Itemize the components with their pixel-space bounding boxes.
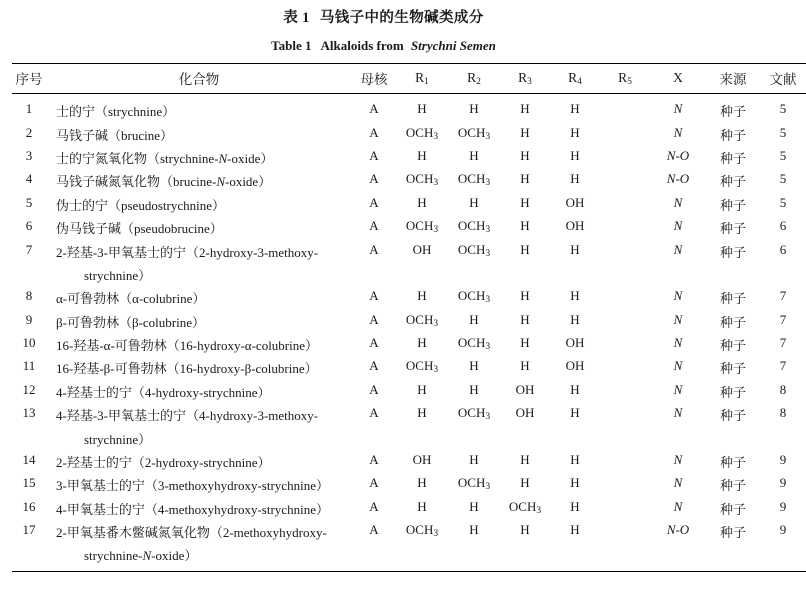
r1-subscript: 1 <box>424 76 429 87</box>
cell-reference: 5 <box>779 171 787 187</box>
cell-r3: H <box>520 124 530 140</box>
column-header-reference: 文献 <box>760 64 806 94</box>
cell-core: A <box>369 241 379 257</box>
cell-r4: OH <box>565 358 585 374</box>
cell-r2: $OCH_3$ <box>457 171 491 189</box>
cell-compound: 4-羟基-3-甲氧基士的宁（4-hydroxy-3-methoxy- <box>56 408 319 424</box>
cell-no: 14 <box>22 451 36 467</box>
cell-r3: H <box>520 148 530 163</box>
table-row <box>12 520 806 543</box>
caption-title-en-prefix: Alkaloids from <box>320 37 404 53</box>
cell-compound: 2-甲氧基番木鳖碱氮氧化物（2-methoxyhydroxy- <box>56 525 327 540</box>
table-row <box>12 380 806 403</box>
bottom-rule-line <box>12 572 806 573</box>
cell-compound: 4-甲氧基士的宁（4-methoxyhydroxy-strychnine） <box>56 501 329 517</box>
table-row <box>12 450 806 473</box>
cell-r3: H <box>520 311 530 327</box>
cell-source: 种子 <box>719 104 746 120</box>
cell-compound: 4-羟基士的宁（4-hydroxy-strychnine） <box>56 384 271 400</box>
cell-empty <box>706 426 760 449</box>
cell-empty <box>706 263 760 286</box>
cell-r2: $OCH_3$ <box>457 124 491 142</box>
column-header-no: 序号 <box>12 64 46 94</box>
cell-r2: H <box>469 522 479 537</box>
cell-empty <box>600 543 650 572</box>
cell-reference: 7 <box>779 288 787 304</box>
cell-r5 <box>600 122 650 145</box>
cell-r4: H <box>570 288 580 304</box>
cell-no: 12 <box>22 381 36 397</box>
cell-r5 <box>600 193 650 216</box>
cell-core: A <box>369 288 379 304</box>
cell-r2: H <box>469 498 479 514</box>
cell-r5 <box>600 403 650 426</box>
cell-no: 7 <box>25 241 33 257</box>
cell-compound-continuation: strychnine-N-oxide） <box>84 548 198 564</box>
cell-r4: OH <box>565 335 585 350</box>
cell-r3: H <box>520 194 530 210</box>
column-header-compound: 化合物 <box>46 64 352 94</box>
cell-compound: 马钱子碱（brucine） <box>56 127 173 143</box>
cell-x: N-O <box>666 171 690 187</box>
cell-empty <box>760 426 806 449</box>
cell-r1: H <box>417 148 427 163</box>
r3-subscript: 3 <box>527 76 532 87</box>
cell-r3: H <box>520 451 530 467</box>
cell-r2: H <box>469 358 479 374</box>
cell-core: A <box>369 451 379 467</box>
table-row <box>12 473 806 496</box>
cell-r2: $OCH_3$ <box>457 218 491 236</box>
cell-core: A <box>369 498 379 514</box>
cell-no: 10 <box>22 335 36 350</box>
r5-subscript: 5 <box>627 76 632 87</box>
column-header-r1 <box>396 64 448 94</box>
cell-empty <box>550 543 600 572</box>
cell-r3: H <box>520 241 530 257</box>
cell-r5 <box>600 146 650 169</box>
cell-reference: 7 <box>779 335 787 350</box>
cell-r4: H <box>570 475 580 491</box>
caption-number-en: Table 1 <box>271 37 312 53</box>
cell-r4: H <box>570 405 580 421</box>
table-row <box>12 286 806 309</box>
cell-r1: H <box>417 381 427 397</box>
r4-letter: R <box>568 69 578 85</box>
cell-r1: H <box>417 101 427 117</box>
cell-empty <box>500 426 550 449</box>
r5-letter: R <box>618 69 628 85</box>
cell-core: A <box>369 358 379 374</box>
cell-core: A <box>369 101 379 117</box>
cell-r3: H <box>520 475 530 491</box>
cell-no: 15 <box>22 475 36 491</box>
cell-r4: H <box>570 381 580 397</box>
cell-source: 种子 <box>719 478 746 494</box>
cell-r1: $OCH_3$ <box>405 358 439 376</box>
cell-empty <box>650 426 706 449</box>
table-row-continuation <box>12 263 806 286</box>
cell-core: A <box>369 194 379 210</box>
cell-r5 <box>600 333 650 356</box>
cell-r1: $OCH_3$ <box>405 218 439 236</box>
cell-reference: 9 <box>779 475 787 491</box>
cell-core: A <box>369 311 379 327</box>
cell-no: 2 <box>25 124 33 140</box>
caption-title-zh: 马钱子中的生物碱类成分 <box>319 10 484 26</box>
cell-x: N <box>673 241 683 257</box>
cell-x: N <box>673 358 683 374</box>
cell-r3: $OCH_3$ <box>508 498 542 516</box>
cell-compound: 16-羟基-α-可鲁勃林（16-hydroxy-α-colubrine） <box>56 338 319 353</box>
caption-number-zh: 表 1 <box>283 10 310 26</box>
cell-compound: α-可鲁勃林（α-colubrine） <box>56 291 206 307</box>
cell-compound-continuation: strychnine） <box>84 267 152 283</box>
cell-core: A <box>369 171 379 187</box>
cell-core: A <box>369 522 379 537</box>
cell-x: N <box>673 405 683 421</box>
cell-source: 种子 <box>719 244 746 260</box>
cell-r1: H <box>417 475 427 491</box>
cell-r2: H <box>469 194 479 210</box>
cell-source: 种子 <box>719 361 746 377</box>
cell-empty <box>352 263 396 286</box>
cell-source: 种子 <box>719 454 746 470</box>
cell-x: N <box>673 218 683 234</box>
cell-r1: H <box>417 335 427 350</box>
cell-reference: 9 <box>779 451 787 467</box>
cell-compound: β-可鲁勃林（β-colubrine） <box>56 314 205 330</box>
cell-no: 16 <box>22 498 36 514</box>
cell-r1: $OCH_3$ <box>405 522 439 540</box>
cell-empty <box>352 426 396 449</box>
table-row <box>12 146 806 169</box>
table-row <box>12 169 806 192</box>
cell-empty <box>600 263 650 286</box>
cell-x: N <box>673 101 683 117</box>
cell-source: 种子 <box>719 384 746 400</box>
cell-r4: H <box>570 451 580 467</box>
cell-no: 5 <box>25 194 33 210</box>
cell-no: 13 <box>22 405 36 421</box>
cell-reference: 5 <box>779 148 787 163</box>
cell-empty <box>760 543 806 572</box>
cell-r2: H <box>469 381 479 397</box>
cell-r3: H <box>520 288 530 304</box>
cell-r3: OH <box>515 405 535 421</box>
cell-r1: OH <box>412 451 432 467</box>
cell-x: N <box>673 475 683 491</box>
table-row <box>12 356 806 379</box>
table-row <box>12 496 806 519</box>
cell-source: 种子 <box>719 501 746 517</box>
column-header-r3 <box>500 64 550 94</box>
table-row <box>12 403 806 426</box>
cell-r2: H <box>469 311 479 327</box>
cell-no: 4 <box>25 171 33 187</box>
cell-empty <box>396 263 448 286</box>
cell-r1: H <box>417 288 427 304</box>
cell-empty <box>550 263 600 286</box>
cell-r4: H <box>570 241 580 257</box>
cell-r2: $OCH_3$ <box>457 335 491 353</box>
cell-source: 种子 <box>719 151 746 166</box>
cell-reference: 6 <box>779 218 787 234</box>
column-header-r2 <box>448 64 500 94</box>
column-header-r5 <box>600 64 650 94</box>
cell-r2: $OCH_3$ <box>457 288 491 306</box>
cell-empty <box>706 543 760 572</box>
cell-empty <box>448 543 500 572</box>
table-row <box>12 193 806 216</box>
cell-x: N <box>673 381 683 397</box>
cell-compound: 16-羟基-β-可鲁勃林（16-hydroxy-β-colubrine） <box>56 361 318 377</box>
cell-core: A <box>369 124 379 140</box>
cell-no: 8 <box>25 288 33 304</box>
cell-reference: 7 <box>779 358 787 374</box>
cell-r5 <box>600 520 650 543</box>
cell-r4: H <box>570 148 580 163</box>
cell-r5 <box>600 496 650 519</box>
cell-compound: 3-甲氧基士的宁（3-methoxyhydroxy-strychnine） <box>56 478 329 494</box>
cell-r3: H <box>520 335 530 350</box>
cell-r5 <box>600 169 650 192</box>
cell-source: 种子 <box>719 174 746 190</box>
cell-r3: H <box>520 218 530 234</box>
cell-reference: 9 <box>779 522 787 537</box>
cell-compound: 2-羟基-3-甲氧基士的宁（2-hydroxy-3-methoxy- <box>56 244 319 260</box>
cell-r4: H <box>570 171 580 187</box>
cell-r1: H <box>417 194 427 210</box>
table-row <box>12 239 806 262</box>
cell-r2: H <box>469 148 479 163</box>
table-row <box>12 122 806 145</box>
cell-empty <box>396 543 448 572</box>
cell-reference: 6 <box>779 241 787 257</box>
caption-title-en-species: Strychni Semen <box>410 37 496 53</box>
table-row <box>12 309 806 332</box>
cell-r5 <box>600 94 650 123</box>
cell-compound: 伪马钱子碱（pseudobrucine） <box>56 221 223 237</box>
r2-subscript: 2 <box>476 76 481 87</box>
cell-x: N <box>673 288 683 304</box>
cell-no: 11 <box>22 358 36 374</box>
cell-r5 <box>600 309 650 332</box>
cell-core: A <box>369 218 379 234</box>
r1-letter: R <box>415 69 425 85</box>
cell-compound: 马钱子碱氮氧化物（brucine-N-oxide） <box>56 174 272 190</box>
table-row-continuation <box>12 543 806 572</box>
cell-r1: OH <box>412 241 432 257</box>
column-header-x: X <box>650 64 706 94</box>
cell-compound: 2-羟基士的宁（2-hydroxy-strychnine） <box>56 454 271 470</box>
cell-source: 种子 <box>719 197 746 213</box>
cell-reference: 9 <box>779 498 787 514</box>
column-header-r4 <box>550 64 600 94</box>
cell-r3: H <box>520 171 530 187</box>
cell-reference: 5 <box>779 124 787 140</box>
cell-compound: 士的宁（strychnine） <box>56 104 176 120</box>
cell-no: 17 <box>22 522 36 537</box>
table-caption-english <box>12 30 755 64</box>
cell-r2: $OCH_3$ <box>457 241 491 259</box>
cell-r3: H <box>520 522 530 537</box>
cell-r1: $OCH_3$ <box>405 311 439 329</box>
cell-core: A <box>369 148 379 163</box>
cell-no-blank <box>12 263 46 286</box>
cell-r5 <box>600 356 650 379</box>
cell-reference: 5 <box>779 101 787 117</box>
cell-r4: H <box>570 522 580 537</box>
cell-compound: 伪士的宁（pseudostrychnine） <box>56 197 225 213</box>
table-header <box>12 64 806 94</box>
cell-r1: $OCH_3$ <box>405 124 439 142</box>
cell-empty <box>550 426 600 449</box>
cell-empty <box>650 543 706 572</box>
cell-source: 种子 <box>719 314 746 330</box>
cell-empty <box>352 543 396 572</box>
cell-source: 种子 <box>719 127 746 143</box>
cell-x: N <box>673 124 683 140</box>
table-row <box>12 333 806 356</box>
cell-r5 <box>600 239 650 262</box>
cell-r1: H <box>417 405 427 421</box>
cell-x: N <box>673 451 683 467</box>
cell-core: A <box>369 335 379 350</box>
cell-empty <box>650 263 706 286</box>
cell-r2: H <box>469 451 479 467</box>
cell-r5 <box>600 216 650 239</box>
cell-core: A <box>369 381 379 397</box>
column-header-source: 来源 <box>706 64 760 94</box>
table-row-continuation <box>12 426 806 449</box>
cell-compound-continuation: strychnine） <box>84 431 152 447</box>
cell-x: N-O <box>666 148 690 163</box>
table-bottom-rule <box>12 572 806 573</box>
cell-empty <box>600 426 650 449</box>
cell-empty <box>500 543 550 572</box>
cell-reference: 8 <box>779 405 787 421</box>
cell-source: 种子 <box>719 291 746 307</box>
cell-no: 1 <box>25 101 33 117</box>
cell-source: 种子 <box>719 221 746 237</box>
cell-r3: H <box>520 358 530 374</box>
cell-r4: H <box>570 101 580 117</box>
cell-r4: H <box>570 498 580 514</box>
cell-core: A <box>369 475 379 491</box>
table-row <box>12 94 806 123</box>
cell-x: N <box>673 311 683 327</box>
alkaloids-table <box>12 63 806 572</box>
cell-reference: 8 <box>779 381 787 397</box>
cell-r3: OH <box>515 381 535 397</box>
cell-r3: H <box>520 101 530 117</box>
cell-source: 种子 <box>719 338 746 353</box>
cell-r5 <box>600 473 650 496</box>
table-row <box>12 216 806 239</box>
cell-empty <box>448 426 500 449</box>
cell-x: N <box>673 498 683 514</box>
cell-source: 种子 <box>719 525 746 540</box>
cell-r5 <box>600 450 650 473</box>
cell-no: 9 <box>25 311 33 327</box>
r3-letter: R <box>518 69 528 85</box>
cell-no-blank <box>12 543 46 572</box>
cell-core: A <box>369 405 379 421</box>
r2-letter: R <box>467 69 477 85</box>
column-header-core: 母核 <box>352 64 396 94</box>
cell-reference: 5 <box>779 194 787 210</box>
cell-empty <box>500 263 550 286</box>
cell-x: N-O <box>666 522 690 537</box>
cell-empty <box>396 426 448 449</box>
cell-empty <box>760 263 806 286</box>
cell-r4: H <box>570 311 580 327</box>
cell-compound: 士的宁氮氧化物（strychnine-N-oxide） <box>56 151 274 166</box>
cell-reference: 7 <box>779 311 787 327</box>
cell-source: 种子 <box>719 408 746 424</box>
cell-x: N <box>673 194 683 210</box>
cell-no-blank <box>12 426 46 449</box>
r4-subscript: 4 <box>577 76 582 87</box>
cell-empty <box>448 263 500 286</box>
cell-r4: H <box>570 124 580 140</box>
cell-r1: H <box>417 498 427 514</box>
cell-x: N <box>673 335 683 350</box>
cell-r2: $OCH_3$ <box>457 405 491 423</box>
cell-r5 <box>600 380 650 403</box>
cell-r4: OH <box>565 218 585 234</box>
cell-no: 6 <box>25 218 33 234</box>
cell-no: 3 <box>25 148 33 163</box>
cell-r5 <box>600 286 650 309</box>
cell-r2: $OCH_3$ <box>457 475 491 493</box>
cell-r4: OH <box>565 194 585 210</box>
table-caption-chinese <box>12 0 755 30</box>
table-body <box>12 94 806 573</box>
cell-r1: $OCH_3$ <box>405 171 439 189</box>
cell-r2: H <box>469 101 479 117</box>
